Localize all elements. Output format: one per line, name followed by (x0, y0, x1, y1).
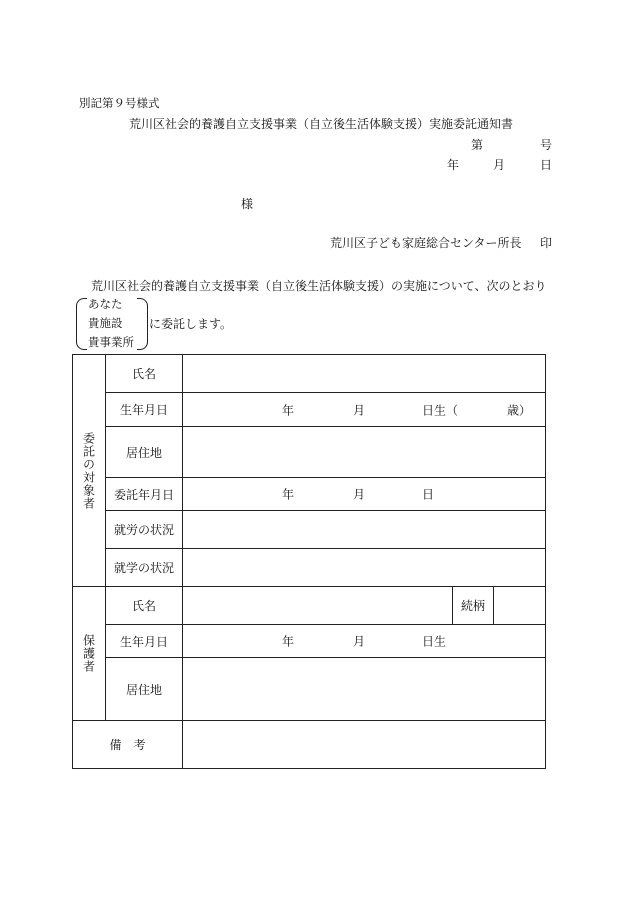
birth-month: 月 (353, 403, 366, 417)
table-row (73, 721, 546, 769)
body-text: 荒川区社会的養護自立支援事業（自立後生活体験支援）の実施について、次のとおり (91, 279, 547, 293)
label-guardian-name: 氏名 (106, 587, 183, 625)
table-row (73, 658, 546, 721)
field-school-status[interactable] (183, 549, 546, 587)
document-title: 荒川区社会的養護自立支援事業（自立後生活体験支援）実施委託通知書 (129, 117, 514, 131)
table-row (73, 478, 546, 511)
label-residence: 居住地 (106, 427, 183, 478)
label-name: 氏名 (106, 355, 183, 393)
table-row (73, 427, 546, 478)
field-name[interactable] (183, 355, 546, 393)
field-commission-date[interactable] (183, 478, 546, 511)
option-anata: あなた (88, 297, 123, 311)
field-residence[interactable] (183, 427, 546, 478)
date-year: 年 (447, 158, 460, 172)
label-remarks: 備 考 (73, 721, 183, 769)
label-commission-date: 委託年月日 (106, 478, 183, 511)
form-id: 別記第９号様式 (79, 96, 160, 110)
date-month: 月 (493, 158, 506, 172)
field-guardian-residence[interactable] (183, 658, 546, 721)
label-relationship: 続柄 (453, 587, 494, 625)
table-row (73, 549, 546, 587)
field-remarks[interactable] (183, 721, 546, 769)
body-tail: に委託します。 (149, 317, 233, 331)
label-birthdate: 生年月日 (106, 393, 183, 427)
seal-mark: 印 (540, 236, 553, 250)
section1-label: 委託の対象者 (81, 431, 96, 510)
option-bracket-right (137, 298, 148, 350)
field-work-status[interactable] (183, 511, 546, 549)
table-row (73, 511, 546, 549)
issuer: 荒川区子ども家庭総合センター所長 (330, 236, 522, 250)
table-row (73, 625, 546, 658)
label-school-status: 就学の状況 (106, 549, 183, 587)
table-row (73, 587, 546, 625)
date-day: 日 (540, 158, 553, 172)
field-birthdate[interactable] (183, 393, 546, 427)
section2-label: 保護者 (81, 634, 96, 673)
age-close: 歳） (507, 403, 532, 417)
table-row (73, 393, 546, 427)
section-label-subject (73, 355, 106, 587)
birth-day: 日生（ (422, 403, 459, 417)
section-label-guardian (73, 587, 106, 721)
commission-day: 日 (422, 487, 435, 502)
commission-year: 年 (282, 487, 295, 502)
commission-month: 月 (353, 487, 366, 502)
table-row (73, 355, 546, 393)
number-dai: 第 (471, 138, 484, 152)
birth-year: 年 (282, 403, 295, 417)
guardian-birth-month: 月 (353, 634, 366, 649)
label-guardian-residence: 居住地 (106, 658, 183, 721)
guardian-birth-year: 年 (282, 634, 295, 649)
field-guardian-name[interactable] (183, 587, 453, 625)
commission-table (72, 354, 546, 769)
field-guardian-birthdate[interactable] (183, 625, 546, 658)
guardian-birth-day: 日生 (422, 634, 447, 649)
label-work-status: 就労の状況 (106, 511, 183, 549)
option-kishisetsu: 貴施設 (88, 316, 123, 330)
option-kijigyosho: 貴事業所 (88, 335, 134, 349)
addressee-suffix: 様 (241, 197, 254, 211)
label-guardian-birthdate: 生年月日 (106, 625, 183, 658)
field-relationship[interactable] (494, 587, 546, 625)
number-go: 号 (540, 138, 553, 152)
option-bracket-left (76, 298, 87, 350)
